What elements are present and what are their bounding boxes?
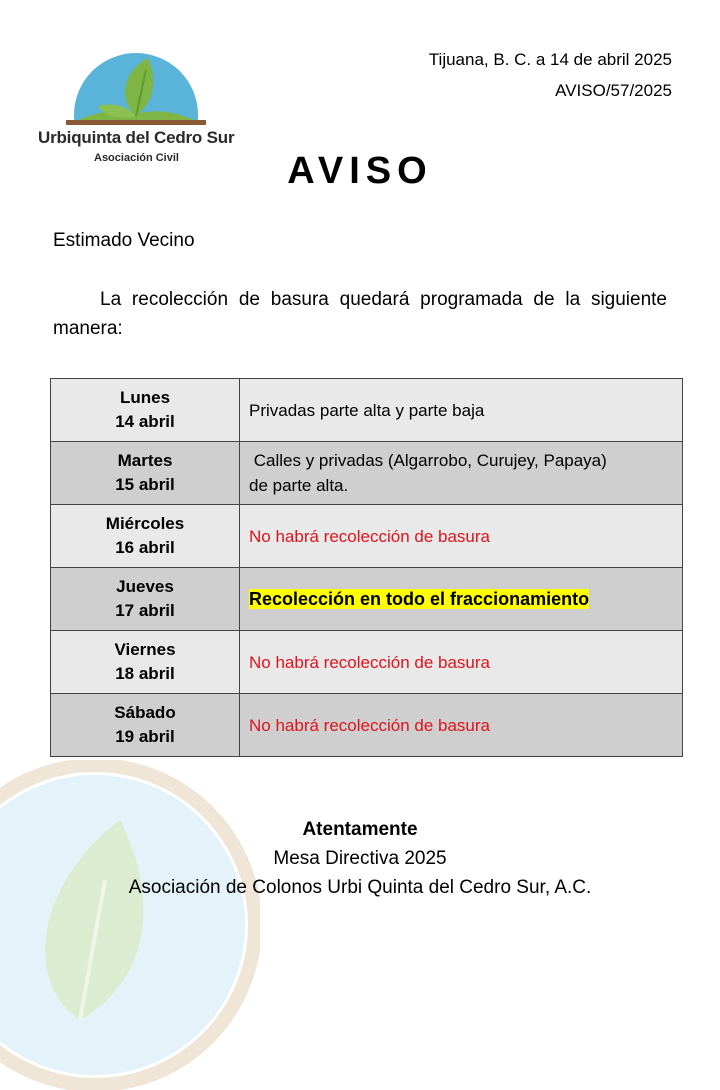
page-title: AVISO: [287, 150, 433, 192]
day-name: Jueves: [116, 577, 174, 596]
description-cell: [240, 568, 683, 631]
closing-association: Asociación de Colonos Urbi Quinta del Cedro Sur, A.C.: [128, 877, 592, 898]
description-cell: [240, 442, 683, 505]
intro-paragraph: La recolección de basura quedará programada de la siguiente manera:: [53, 289, 667, 339]
day-date: 16 abril: [115, 538, 175, 557]
highlighted-collection-text: Recolección en todo el fraccionamiento: [249, 588, 590, 609]
notice-reference: AVISO/57/2025: [555, 81, 672, 100]
logo-subtitle: Asociación Civil: [94, 152, 179, 164]
day-name: Miércoles: [105, 514, 185, 533]
watermark-logo: [0, 760, 260, 1090]
no-collection-text: No habrá recolección de basura: [249, 526, 490, 546]
closing-salutation: Atentamente: [302, 819, 418, 840]
table-row: [51, 694, 683, 757]
no-collection-text: No habrá recolección de basura: [249, 715, 490, 735]
day-date: 14 abril: [115, 412, 175, 431]
description-text: Privadas parte alta y parte baja: [249, 400, 485, 420]
description-cell: [240, 505, 683, 568]
day-name: Lunes: [119, 388, 171, 407]
description-cell: [240, 694, 683, 757]
table-row: [51, 505, 683, 568]
place-date: Tijuana, B. C. a 14 de abril 2025: [428, 50, 672, 69]
table-row: [51, 442, 683, 505]
description-cell: [240, 379, 683, 442]
day-cell: [51, 442, 240, 505]
closing-board: Mesa Directiva 2025: [273, 848, 447, 869]
day-cell: [51, 631, 240, 694]
closing-block: [0, 815, 720, 902]
day-date: 18 abril: [115, 664, 175, 683]
greeting: Estimado Vecino: [53, 230, 195, 251]
logo-name: Urbiquinta del Cedro Sur: [38, 128, 235, 147]
day-cell: [51, 694, 240, 757]
day-cell: [51, 379, 240, 442]
day-name: Martes: [117, 451, 173, 470]
day-cell: [51, 505, 240, 568]
day-name: Viernes: [114, 640, 176, 659]
description-text: Calles y privadas (Algarrobo, Curujey, Papaya) de parte alta.: [249, 451, 612, 495]
schedule-table: [50, 378, 683, 757]
table-row: [51, 379, 683, 442]
table-row: [51, 631, 683, 694]
day-cell: [51, 568, 240, 631]
day-date: 17 abril: [115, 601, 175, 620]
day-date: 19 abril: [115, 727, 175, 746]
table-row: [51, 568, 683, 631]
day-date: 15 abril: [115, 475, 175, 494]
description-cell: [240, 631, 683, 694]
day-name: Sábado: [114, 703, 176, 722]
no-collection-text: No habrá recolección de basura: [249, 652, 490, 672]
